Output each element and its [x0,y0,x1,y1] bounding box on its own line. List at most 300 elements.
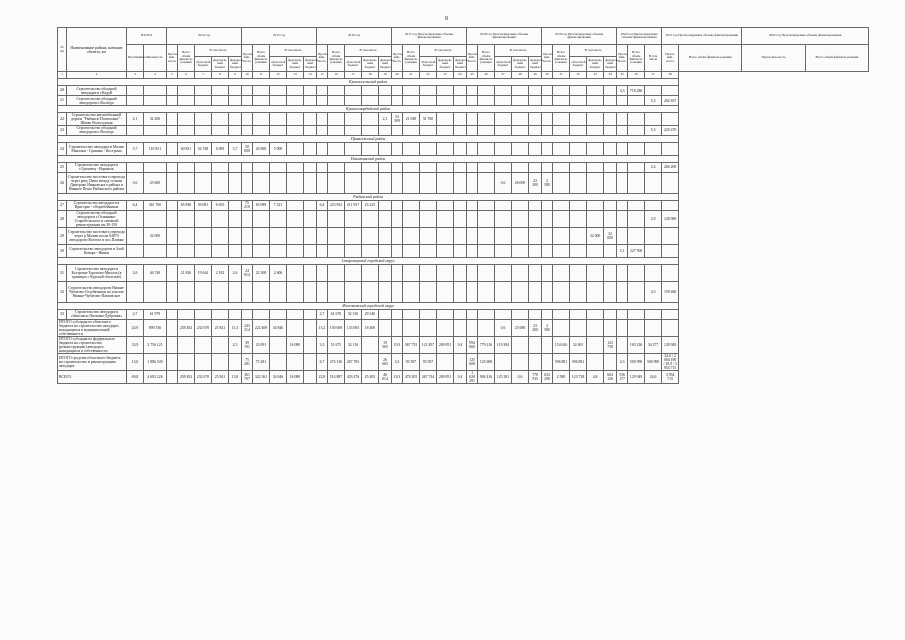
section-title: Красногвардейский район [58,106,679,113]
table-cell [467,227,478,244]
table-cell [454,162,467,172]
table-cell [662,142,679,155]
table-cell [212,162,229,172]
table-cell [617,113,628,126]
table-cell [542,96,553,106]
table-cell: 890 536 [144,319,167,336]
table-cell [270,172,287,193]
table-cell: 232 670 [195,319,212,336]
group-2015-header: 2015 год [242,28,317,45]
group-2017-header: 2017 год Прогнозируемые объемы финансирования [392,28,467,45]
table-cell [242,281,253,302]
table-cell [604,142,617,155]
col-incl-header: В том числе [420,45,467,57]
table-cell [437,142,454,155]
table-cell [604,210,617,227]
table-cell [392,125,403,135]
table-cell [195,125,212,135]
table-cell [403,210,420,227]
table-cell [212,172,229,193]
table-cell [467,96,478,106]
col-regional-budget-header: областной бюджет [420,57,437,72]
group-total-header: ИТОГО [127,28,167,45]
column-number: 4 [144,72,167,79]
table-cell [570,125,587,135]
table-cell [467,162,478,172]
table-cell [467,113,478,126]
row-number: 27 [58,200,67,210]
column-number: 28 [512,72,529,79]
table-cell: 3,3 [317,336,328,353]
table-cell: 5,3 [645,125,662,135]
table-cell [467,309,478,319]
table-cell [662,200,679,210]
table-cell [437,113,454,126]
table-cell [195,309,212,319]
group-2019-header: 2019 год Прогнозируемые объемы финансирования [542,28,617,45]
column-number: 1 [58,72,67,79]
col-incl-header: В том числе [495,45,542,57]
table-cell [178,162,195,172]
total-row [58,319,869,336]
table-cell: 60 831 [178,142,195,155]
table-cell [253,227,270,244]
column-number: 21 [403,72,420,79]
table-cell [317,264,328,281]
group-2016-header: 2016 год [317,28,392,45]
table-cell: 159 460 [662,281,679,302]
table-cell: 2 580 [542,172,553,193]
table-cell: 500 990 [645,353,662,370]
column-number: 2 [67,72,127,79]
table-cell [478,142,495,155]
table-cell [495,309,512,319]
table-cell [195,353,212,370]
table-cell [317,172,328,193]
table-cell: 18,3 [392,370,403,383]
table-cell [167,172,178,193]
table-cell: 65 838 [178,200,195,210]
column-number: 26 [478,72,495,79]
table-cell [553,86,570,96]
table-cell [628,113,645,126]
table-cell [645,86,662,96]
table-cell [542,86,553,96]
table-cell: 165 236 [628,336,645,353]
table-cell [195,162,212,172]
table-cell [529,142,542,155]
table-cell [178,309,195,319]
table-cell [628,309,645,319]
table-cell: 29 540 [362,309,379,319]
table-cell [587,125,604,135]
table-cell [379,281,392,302]
table-cell: 39 191 [242,336,253,353]
table-cell [478,96,495,106]
table-cell [178,281,195,302]
column-number: 25 [467,72,478,79]
table-cell: 994 660 [467,336,478,353]
table-cell [495,264,512,281]
col-cost-total-header: Всего объём финанси-рования [478,45,495,72]
table-cell: 123 738 [570,370,587,383]
table-cell: 7 221 [270,200,287,210]
table-cell [270,210,287,227]
table-cell: 6,4 [127,200,144,210]
table-cell [645,309,662,319]
column-number: 20 [392,72,403,79]
column-number: 22 [420,72,437,79]
column-number: 38 [662,72,679,79]
table-cell: 69,8 [127,370,144,383]
table-cell [587,200,604,210]
table-cell [570,227,587,244]
table-cell: 119 384 [495,336,512,353]
table-cell [242,125,253,135]
table-cell [553,210,570,227]
table-cell [287,353,304,370]
column-number: 35 [617,72,628,79]
table-cell: 31 760 [420,113,437,126]
table-cell: 222 469 [253,319,270,336]
table-cell: 5,1 [617,244,628,257]
table-cell [253,86,270,96]
table-row [58,264,869,281]
table-cell: 53 399 [392,113,403,126]
table-cell [127,281,144,302]
table-cell [437,319,454,336]
table-cell [662,113,679,126]
column-number: 3 [127,72,144,79]
table-cell [454,142,467,155]
table-cell: 154 626 [553,336,570,353]
table-cell: 21 826 [178,264,195,281]
col-cost-total-header: Всего объём финанси-рования [253,45,270,72]
table-cell: 2,6 [127,264,144,281]
table-cell [178,113,195,126]
table-cell [645,113,662,126]
table-cell [178,227,195,244]
col-cost-total-header: Всего объём финанси-рования [628,45,645,72]
total-row [58,353,869,370]
table-cell [287,162,304,172]
table-cell [195,86,212,96]
table-cell [512,86,529,96]
table-cell [392,309,403,319]
table-cell [604,96,617,106]
table-cell [454,353,467,370]
table-cell [362,142,379,155]
table-cell [167,244,178,257]
table-cell [662,86,679,96]
table-cell [317,227,328,244]
col-length-short-header: Протя-жён-ность [392,45,403,72]
table-cell [542,125,553,135]
total-label: ВСЕГО [58,370,127,383]
table-cell [604,125,617,135]
table-cell [392,172,403,193]
table-cell [304,86,317,96]
table-cell: 32 206 [144,113,167,126]
table-cell [587,210,604,227]
table-cell: 6 655 [212,200,229,210]
table-cell [362,86,379,96]
table-cell [270,86,287,96]
table-cell [478,113,495,126]
object-name: Строительство автодороги Нижне-Чубатово-Голубятники на участке Нижне-Чубатово-Павловское [67,281,127,302]
table-cell [379,200,392,210]
table-cell [304,370,317,383]
table-cell: 514 887 [328,370,345,383]
table-cell [512,227,529,244]
col-cost-total-header: Всего объём финанси-рования [328,45,345,72]
table-cell [617,125,628,135]
group-2018-header: 2018 год Прогнозируемые объемы финансирования [467,28,542,45]
table-cell [587,162,604,172]
table-cell: 596 881 [570,353,587,370]
table-cell: 50 000 [242,142,253,155]
table-cell [242,172,253,193]
table-cell [304,319,317,336]
table-cell [454,309,467,319]
table-cell [553,96,570,106]
table-cell [420,96,437,106]
table-cell [542,227,553,244]
table-cell: 75 281 [253,353,270,370]
table-cell: 24,6 / 2 004 190 / 29,9 / 3 954 715 [663,353,677,370]
table-cell [167,309,178,319]
table-cell: 61 979 [144,309,167,319]
column-number: 9 [229,72,242,79]
table-cell [420,281,437,302]
column-number: 12 [270,72,287,79]
object-name: Строительство автодороги Кострома-Торопово-Михаль (в границах с Курской областью) [67,264,127,281]
table-cell [144,244,167,257]
table-cell: 2 606 [270,264,287,281]
table-cell [167,86,178,96]
table-cell [662,309,679,319]
column-number: 36 [628,72,645,79]
table-cell [553,244,570,257]
table-row [58,142,869,155]
table-cell: 125 608 [467,353,478,370]
col-regional-budget-header: областной бюджет [345,57,362,72]
table-cell [553,125,570,135]
table-cell [270,162,287,172]
table-cell [287,172,304,193]
table-cell: 202 637 [662,96,679,106]
table-cell: 32 000 [144,227,167,244]
total-label: ИТОГО субсидия из федерального бюджета на строительство (реконструкцию) автодорог, находящихся в собственности [58,336,127,353]
col-no-header: № п/п [58,28,67,72]
table-cell: 9,4 [454,370,467,383]
table-cell [437,96,454,106]
table-cell [570,244,587,257]
table-cell [242,96,253,106]
table-cell [420,244,437,257]
table-cell [392,210,403,227]
col-cost-total-header: Всего объём финанси-рования [805,45,868,72]
object-name: Строительство мостового перехода через реку Пеша между селами Дмитрово Ивановского района и Нижнее Пеша Рыбинского района [67,172,127,193]
table-cell [512,264,529,281]
table-cell [529,281,542,302]
table-cell: 258 492 [178,319,195,336]
table-cell [604,86,617,96]
table-cell [195,210,212,227]
table-cell [587,309,604,319]
col-length-short-header: Протя-жён-ность [662,45,679,72]
table-row [58,96,869,106]
table-cell [242,309,253,319]
row-number: 28 [58,210,67,227]
table-cell [512,96,529,106]
table-cell: 604 126 [604,370,617,383]
table-cell: 25 405 [362,370,379,383]
table-cell [362,264,379,281]
table-cell [317,281,328,302]
table-cell [304,309,317,319]
table-cell [454,86,467,96]
total-label: ИТОГО субсидия из областного бюджета на строительство автодорог, находящихся в муниципальной собственности [58,319,127,336]
table-cell [167,281,178,302]
table-cell: 367 753 [403,336,420,353]
table-cell [304,96,317,106]
table-cell [495,281,512,302]
table-cell [628,264,645,281]
section-row [58,135,869,142]
table-cell [420,86,437,96]
table-cell: 34 846 [270,370,287,383]
table-cell [287,86,304,96]
table-cell: 6,7 [317,353,328,370]
table-cell: 13,8 [229,370,242,383]
table-cell [362,172,379,193]
table-cell [392,86,403,96]
object-name: Строительство автодороги в Злой Коварь - Нивки [67,244,127,257]
table-cell [167,227,178,244]
table-cell: 128 949 [662,336,679,353]
column-number: 27 [495,72,512,79]
table-cell: 361 707 [242,370,253,383]
table-cell [304,210,317,227]
col-length-short-header: Протя-жён-ность [167,45,178,72]
row-number: 25 [58,162,67,172]
table-cell [178,96,195,106]
table-cell [195,227,212,244]
table-cell [328,113,345,126]
table-cell [229,96,242,106]
table-cell [495,200,512,210]
table-cell [253,244,270,257]
column-number: 10 [242,72,253,79]
row-number: 32 [58,281,67,302]
table-cell [604,162,617,172]
table-cell [529,86,542,96]
table-cell: 45 000 [253,142,270,155]
table-cell [512,353,529,370]
table-cell [328,96,345,106]
table-cell [478,210,495,227]
table-cell [467,319,478,336]
row-number: 30 [58,244,67,257]
column-number: 33 [587,72,604,79]
table-cell: 596 881 [553,353,570,370]
table-cell [570,210,587,227]
table-cell: 652 290 [542,370,553,383]
table-cell: 18 406 [362,319,379,336]
table-cell [253,210,270,227]
table-cell [392,281,403,302]
table-cell [178,86,195,96]
column-number: 8 [212,72,229,79]
table-cell [287,142,304,155]
table-cell: 5,7 [127,142,144,155]
table-cell [317,162,328,172]
column-number: 24 [454,72,467,79]
table-cell [570,96,587,106]
table-cell: 25 841 [212,319,229,336]
column-number: 11 [253,72,270,79]
table-cell: 54 748 [195,142,212,155]
table-cell [212,210,229,227]
table-cell [253,125,270,135]
table-cell [392,162,403,172]
table-cell [167,353,178,370]
table-cell [270,281,287,302]
table-cell [392,142,403,155]
table-cell: 32 130 [345,309,362,319]
table-cell: 209 851 [437,370,454,383]
col-length-short-header: Протя-жён-ность [317,45,328,72]
table-cell [604,353,617,370]
table-cell [253,172,270,193]
table-cell [478,227,495,244]
table-cell: 75 210 [242,200,253,210]
table-cell [542,264,553,281]
group-2021-header: 2021 год Прогнозируемые объемы финансирования [662,28,742,45]
col-cost-total-header: Всего объём финанси-рования [403,45,420,72]
table-cell [328,86,345,96]
row-number: 20 [58,86,67,96]
table-cell [587,281,604,302]
table-cell: 3,3 [617,86,628,96]
table-cell [195,172,212,193]
table-cell: 11,3 [229,319,242,336]
section-title: Приволжский район [58,135,679,142]
table-cell [229,125,242,135]
table-cell [570,142,587,155]
col-cost-total-header: Всего объём финанси-рования [679,45,742,72]
table-cell [617,319,628,336]
table-cell: 22 308 [253,264,270,281]
table-cell [437,244,454,257]
table-cell [420,125,437,135]
col-regional-budget-header: областной бюджет [495,57,512,72]
table-cell [420,264,437,281]
table-cell: 1 020 291 [467,370,478,383]
table-cell [362,227,379,244]
table-cell [379,227,392,244]
table-row [58,244,869,257]
table-cell [467,200,478,210]
table-cell [379,162,392,172]
table-cell [628,227,645,244]
table-cell [345,162,362,172]
table-cell [317,86,328,96]
table-cell [403,309,420,319]
table-cell [587,336,604,353]
section-row [58,193,869,200]
